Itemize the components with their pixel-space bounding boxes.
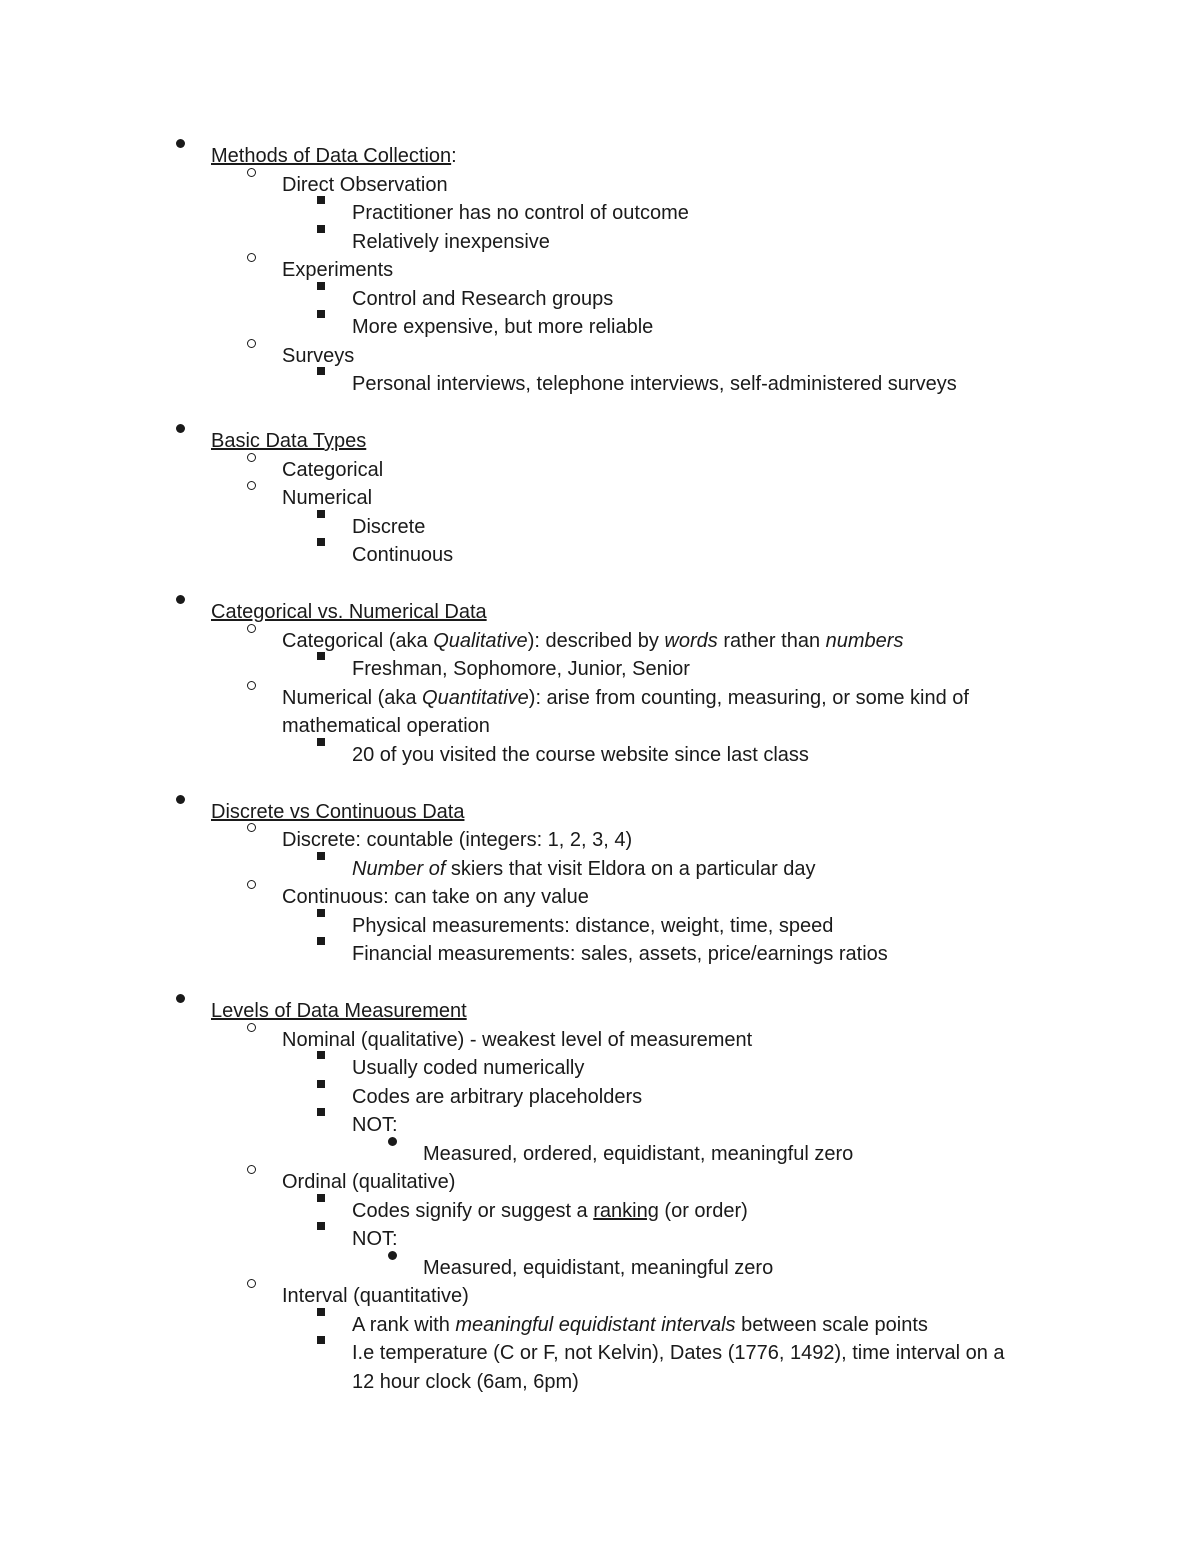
section-heading: Basic Data Types: [0, 427, 1200, 456]
list-subitem: Practitioner has no control of outcome: [0, 199, 1200, 228]
bullet-circle-icon: [247, 681, 256, 690]
list-subitem: Physical measurements: distance, weight, time, speed: [0, 912, 1200, 941]
bullet-square-icon: [317, 909, 325, 917]
list-subsubitem: Measured, ordered, equidistant, meaningful zero: [0, 1140, 1200, 1169]
bullet-dot-icon: [176, 994, 185, 1003]
spacer: [0, 969, 1200, 998]
list-subitem: I.e temperature (C or F, not Kelvin), Dates (1776, 1492), time interval on a: [0, 1339, 1200, 1368]
bullet-dot-icon: [176, 424, 185, 433]
list-subitem: Financial measurements: sales, assets, price/earnings ratios: [0, 940, 1200, 969]
list-subitem: Number of skiers that visit Eldora on a particular day: [0, 855, 1200, 884]
list-subitem: Discrete: [0, 513, 1200, 542]
section-heading: Methods of Data Collection:: [0, 142, 1200, 171]
bullet-square-icon: [317, 196, 325, 204]
list-subitem: Relatively inexpensive: [0, 228, 1200, 257]
section-heading: Levels of Data Measurement: [0, 997, 1200, 1026]
list-item: Nominal (qualitative) - weakest level of measurement: [0, 1026, 1200, 1055]
bullet-square-icon: [317, 538, 325, 546]
list-item: Numerical (aka Quantitative): arise from counting, measuring, or some kind of: [0, 684, 1200, 713]
bullet-dot-icon: [388, 1251, 397, 1260]
list-subitem: NOT:: [0, 1225, 1200, 1254]
bullet-circle-icon: [247, 453, 256, 462]
list-subitem: Usually coded numerically: [0, 1054, 1200, 1083]
list-subsubitem: Measured, equidistant, meaningful zero: [0, 1254, 1200, 1283]
bullet-square-icon: [317, 1336, 325, 1344]
bullet-square-icon: [317, 282, 325, 290]
list-item: Experiments: [0, 256, 1200, 285]
bullet-square-icon: [317, 510, 325, 518]
list-subitem: NOT:: [0, 1111, 1200, 1140]
bullet-circle-icon: [247, 168, 256, 177]
bullet-square-icon: [317, 1194, 325, 1202]
list-subitem: Codes signify or suggest a ranking (or order): [0, 1197, 1200, 1226]
list-item: Continuous: can take on any value: [0, 883, 1200, 912]
bullet-square-icon: [317, 1108, 325, 1116]
list-subitem: Freshman, Sophomore, Junior, Senior: [0, 655, 1200, 684]
spacer: [0, 570, 1200, 599]
bullet-circle-icon: [247, 253, 256, 262]
list-item: Discrete: countable (integers: 1, 2, 3, 4): [0, 826, 1200, 855]
section-heading: Categorical vs. Numerical Data: [0, 598, 1200, 627]
list-subitem: Personal interviews, telephone interviews, self-administered surveys: [0, 370, 1200, 399]
bullet-circle-icon: [247, 880, 256, 889]
spacer: [0, 399, 1200, 428]
bullet-dot-icon: [176, 595, 185, 604]
bullet-square-icon: [317, 738, 325, 746]
list-subitem: Codes are arbitrary placeholders: [0, 1083, 1200, 1112]
bullet-square-icon: [317, 1080, 325, 1088]
bullet-square-icon: [317, 852, 325, 860]
bullet-square-icon: [317, 367, 325, 375]
spacer: [0, 769, 1200, 798]
bullet-square-icon: [317, 310, 325, 318]
list-item: Interval (quantitative): [0, 1282, 1200, 1311]
list-subitem: Continuous: [0, 541, 1200, 570]
bullet-square-icon: [317, 225, 325, 233]
bullet-square-icon: [317, 652, 325, 660]
bullet-square-icon: [317, 1308, 325, 1316]
bullet-square-icon: [317, 1222, 325, 1230]
section-heading: Discrete vs Continuous Data: [0, 798, 1200, 827]
bullet-circle-icon: [247, 1023, 256, 1032]
bullet-square-icon: [317, 937, 325, 945]
list-item: Direct Observation: [0, 171, 1200, 200]
notes-page: [0, 142, 1200, 1396]
list-subitem: 20 of you visited the course website since last class: [0, 741, 1200, 770]
list-subitem: Control and Research groups: [0, 285, 1200, 314]
list-subitem-continuation: 12 hour clock (6am, 6pm): [352, 1370, 579, 1393]
list-item: Ordinal (qualitative): [0, 1168, 1200, 1197]
bullet-dot-icon: [388, 1137, 397, 1146]
bullet-square-icon: [317, 1051, 325, 1059]
bullet-dot-icon: [176, 139, 185, 148]
list-item: Numerical: [0, 484, 1200, 513]
bullet-circle-icon: [247, 1279, 256, 1288]
bullet-circle-icon: [247, 823, 256, 832]
list-subitem: More expensive, but more reliable: [0, 313, 1200, 342]
bullet-circle-icon: [247, 1165, 256, 1174]
bullet-circle-icon: [247, 339, 256, 348]
bullet-dot-icon: [176, 795, 185, 804]
bullet-circle-icon: [247, 624, 256, 633]
list-item-continuation: mathematical operation: [282, 715, 490, 737]
bullet-circle-icon: [247, 481, 256, 490]
list-subitem: A rank with meaningful equidistant intervals between scale points: [0, 1311, 1200, 1340]
list-item: Categorical (aka Qualitative): described by words rather than numbers: [0, 627, 1200, 656]
list-item: Categorical: [0, 456, 1200, 485]
list-item: Surveys: [0, 342, 1200, 371]
